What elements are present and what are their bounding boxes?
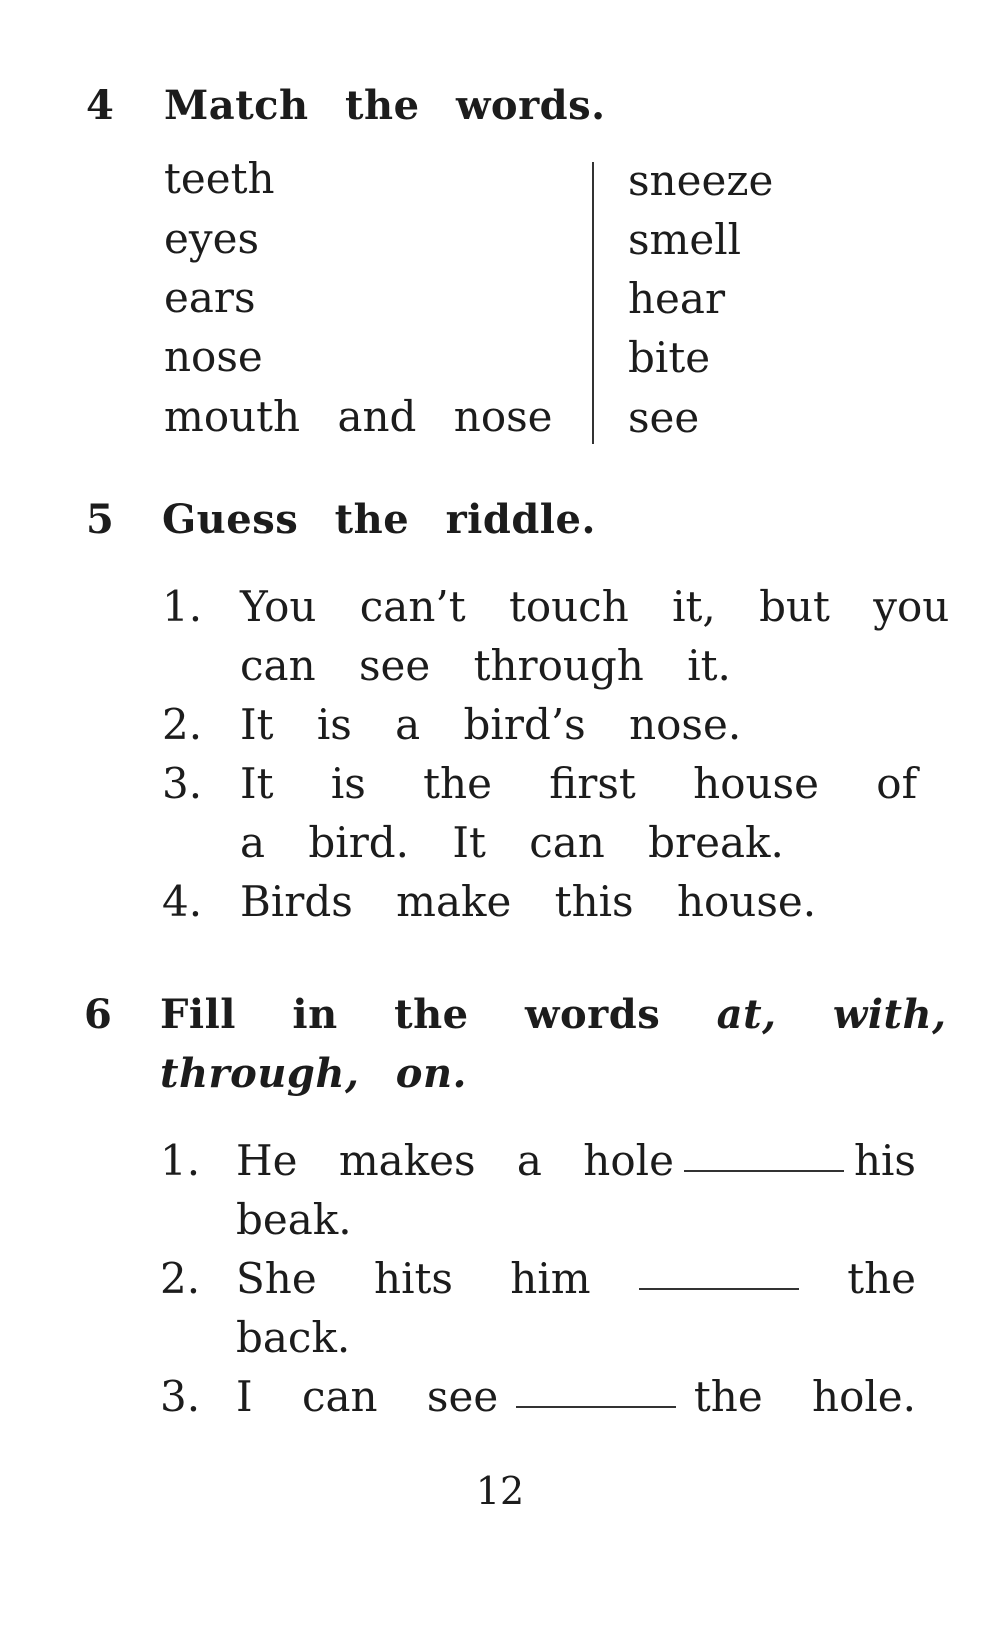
match-right-word: see bbox=[628, 393, 700, 442]
sentence-part: I can see bbox=[236, 1372, 499, 1421]
column-divider bbox=[592, 162, 594, 444]
sentence-part: She hits him bbox=[236, 1254, 591, 1303]
item-number: 1. bbox=[160, 1136, 201, 1185]
exercise-title-words: through, on. bbox=[160, 1050, 467, 1097]
match-right-word: hear bbox=[628, 274, 726, 323]
item-number: 2. bbox=[162, 700, 203, 749]
match-left-word: mouth and nose bbox=[164, 392, 553, 441]
exercise-number: 5 bbox=[86, 496, 114, 543]
exercise-title: Guess the riddle. bbox=[162, 496, 596, 543]
item-number: 2. bbox=[160, 1254, 201, 1303]
riddle-text: You can’t touch it, but you bbox=[240, 582, 950, 631]
item-number: 3. bbox=[160, 1372, 201, 1421]
sentence-part: He makes a hole bbox=[236, 1136, 674, 1185]
item-number: 4. bbox=[162, 877, 203, 926]
answer-blank[interactable] bbox=[684, 1140, 844, 1172]
sentence-part: the hole. bbox=[693, 1372, 916, 1421]
sentence-continuation: beak. bbox=[236, 1195, 352, 1244]
riddle-text: Birds make this house. bbox=[240, 877, 817, 926]
exercise-title-words: at, with, bbox=[716, 991, 947, 1038]
fill-sentence bbox=[236, 1136, 916, 1185]
page-number: 12 bbox=[475, 1469, 525, 1513]
exercise-title-continued bbox=[160, 1050, 467, 1097]
match-right-word: smell bbox=[628, 215, 742, 264]
fill-sentence bbox=[236, 1372, 916, 1421]
riddle-text: It is a bird’s nose. bbox=[240, 700, 742, 749]
exercise-number: 6 bbox=[84, 991, 112, 1038]
item-number: 1. bbox=[162, 582, 203, 631]
riddle-text: can see through it. bbox=[240, 641, 731, 690]
riddle-text: a bird. It can break. bbox=[240, 818, 784, 867]
item-number: 3. bbox=[162, 759, 203, 808]
answer-blank[interactable] bbox=[516, 1376, 676, 1408]
exercise-title-start: Fill in the words bbox=[160, 991, 661, 1038]
match-left-word: ears bbox=[164, 273, 256, 322]
match-left-word: nose bbox=[164, 332, 263, 381]
exercise-number: 4 bbox=[86, 82, 114, 129]
riddle-text: It is the first house of bbox=[240, 759, 918, 808]
exercise-title bbox=[160, 991, 947, 1038]
answer-blank[interactable] bbox=[639, 1258, 799, 1290]
sentence-continuation: back. bbox=[236, 1313, 351, 1362]
match-right-word: bite bbox=[628, 333, 711, 382]
match-right-word: sneeze bbox=[628, 156, 774, 205]
match-left-word: eyes bbox=[164, 214, 259, 263]
exercise-title: Match the words. bbox=[164, 82, 606, 129]
match-left-word: teeth bbox=[164, 154, 275, 203]
fill-sentence bbox=[236, 1254, 916, 1303]
sentence-part: the bbox=[847, 1254, 916, 1303]
sentence-part: his bbox=[853, 1136, 916, 1185]
